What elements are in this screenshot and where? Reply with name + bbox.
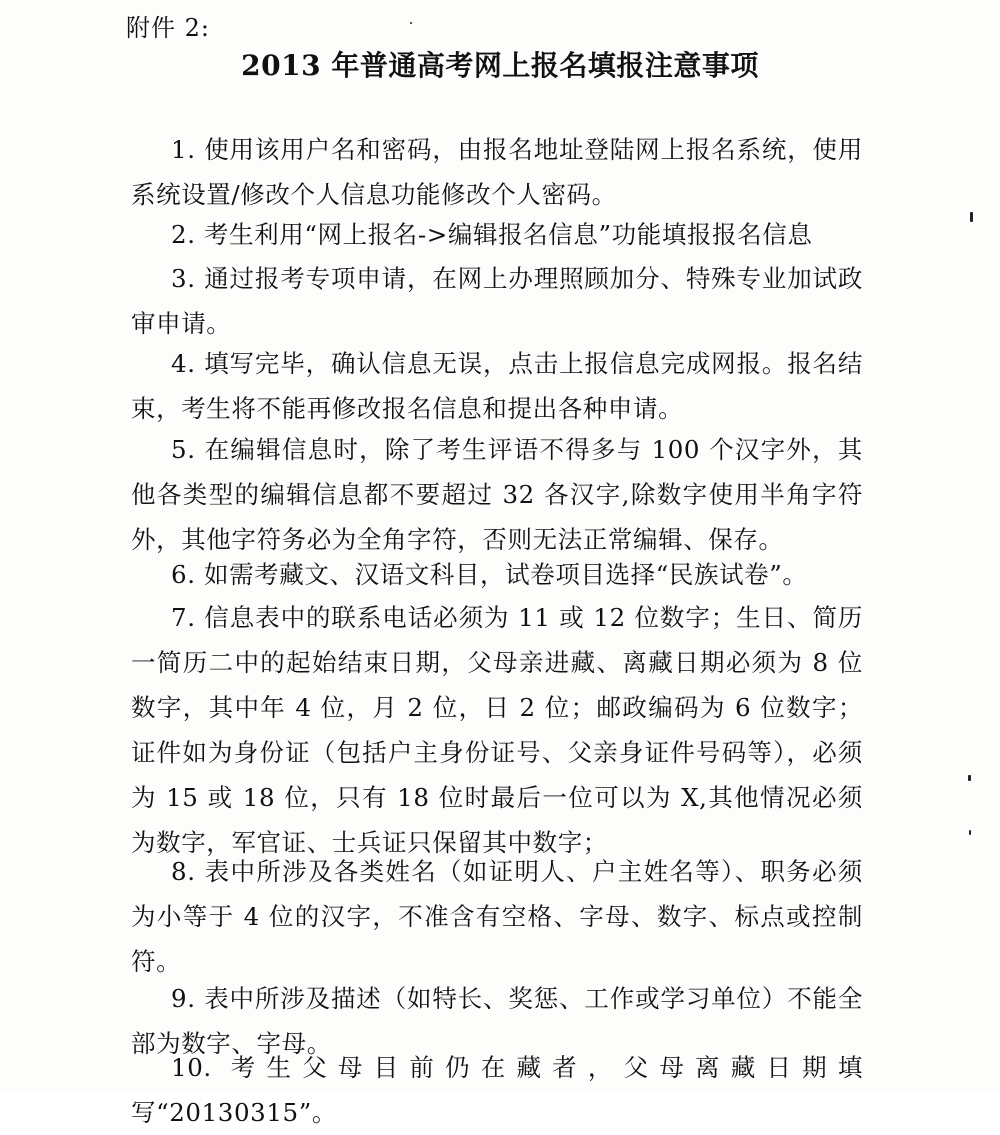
notice-item-2: 2. 考生利用“网上报名->编辑报名信息”功能填报报名信息 bbox=[171, 220, 813, 249]
notice-item-6: 6. 如需考藏文、汉语文科目，试卷项目选择“民族试卷”。 bbox=[171, 560, 808, 589]
notice-item-3: 3. 通过报考专项申请，在网上办理照顾加分、特殊专业加试政审申请。 bbox=[131, 264, 863, 338]
notice-item-5: 5. 在编辑信息时，除了考生评语不得多与 100 个汉字外，其他各类型的编辑信息都不要超过 32 各汉字,除数字使用半角字符外，其他字符务必为全角字符，否则无法正常编辑、保存。 bbox=[131, 435, 863, 554]
notice-item-9: 9. 表中所涉及描述（如特长、奖惩、工作或学习单位）不能全部为数字、字母。 bbox=[131, 984, 863, 1058]
document-title: 2013 年普通高考网上报名填报注意事项 bbox=[241, 49, 759, 82]
notice-item-1: 1. 使用该用户名和密码，由报名地址登陆网上报名系统，使用系统设置/修改个人信息功能修改个人密码。 bbox=[131, 135, 863, 209]
scan-speck bbox=[968, 775, 971, 781]
attachment-label: 附件 2: bbox=[126, 14, 210, 42]
notice-item-10: 10. 考生父母目前仍在藏者，父母离藏日期填写“20130315”。 bbox=[131, 1053, 863, 1127]
scan-speck bbox=[969, 830, 971, 835]
notice-item-8: 8. 表中所涉及各类姓名（如证明人、户主姓名等）、职务必须为小等于 4 位的汉字，不准含有空格、字母、数字、标点或控制符。 bbox=[131, 857, 863, 976]
scan-speck bbox=[410, 22, 412, 24]
notice-item-4: 4. 填写完毕，确认信息无误，点击上报信息完成网报。报名结束，考生将不能再修改报名信息和提出各种申请。 bbox=[131, 349, 863, 423]
notice-item-7: 7. 信息表中的联系电话必须为 11 或 12 位数字；生日、简历一简历二中的起始结束日期，父母亲进藏、离藏日期必须为 8 位数字，其中年 4 位，月 2 位，日 2 位；邮政编码为 6 位数字；证件如为身份证（包括户主身份证号、父亲身证件号码等），必须为 15 或 18 位，只有 18 位时最后一位可以为 X,其他情况必须为数字，军官证、士兵证只保留其中数字； bbox=[131, 603, 863, 857]
scan-speck bbox=[970, 212, 973, 222]
